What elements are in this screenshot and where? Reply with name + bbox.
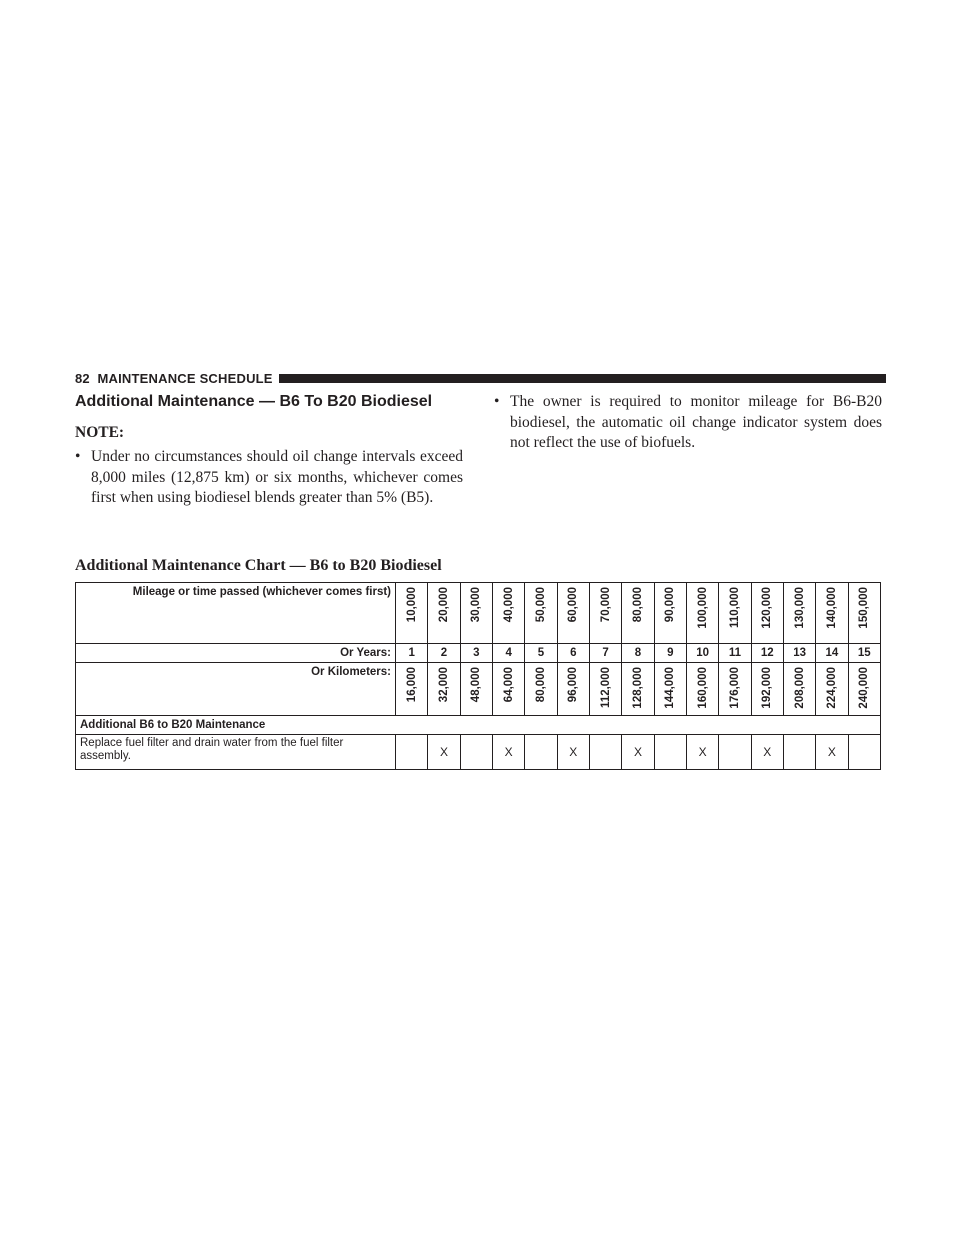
year-cell: 9: [654, 644, 686, 663]
bullet-icon: •: [494, 393, 500, 410]
mileage-cell: 150,000: [848, 583, 880, 644]
mark-cell: X: [557, 735, 589, 770]
mileage-cell: 60,000: [557, 583, 589, 644]
mileage-cell: 130,000: [783, 583, 815, 644]
mark-cell: [654, 735, 686, 770]
year-cell: 12: [751, 644, 783, 663]
mark-cell: [396, 735, 428, 770]
mark-cell: [589, 735, 621, 770]
mark-cell: [460, 735, 492, 770]
mileage-cell: 50,000: [525, 583, 557, 644]
mileage-cell: 80,000: [622, 583, 654, 644]
year-cell: 4: [492, 644, 524, 663]
mileage-row: [76, 583, 881, 644]
km-cell: 176,000: [719, 663, 751, 716]
year-cell: 10: [686, 644, 718, 663]
km-cell: 128,000: [622, 663, 654, 716]
kilometers-label: Or Kilometers:: [76, 663, 396, 716]
task-label: Replace fuel filter and drain water from the fuel filter assembly.: [76, 735, 396, 770]
mark-cell: X: [492, 735, 524, 770]
section-row: [76, 716, 881, 735]
mileage-cell: 140,000: [816, 583, 848, 644]
year-cell: 6: [557, 644, 589, 663]
km-cell: 112,000: [589, 663, 621, 716]
mileage-cell: 120,000: [751, 583, 783, 644]
year-cell: 8: [622, 644, 654, 663]
km-cell: 208,000: [783, 663, 815, 716]
km-cell: 144,000: [654, 663, 686, 716]
bullet-icon: •: [75, 448, 81, 465]
year-cell: 2: [428, 644, 460, 663]
mileage-cell: 100,000: [686, 583, 718, 644]
mark-cell: X: [816, 735, 848, 770]
km-cell: 48,000: [460, 663, 492, 716]
year-cell: 15: [848, 644, 880, 663]
note-bullet-1: [75, 447, 463, 509]
note-label: NOTE:: [75, 424, 125, 441]
bullet-text: The owner is required to monitor mileage for B6-B20 biodiesel, the automatic oil change indicator system does not reflect the use of biofuels.: [510, 393, 882, 451]
years-label: Or Years:: [76, 644, 396, 663]
bullet-text: Under no circumstances should oil change intervals exceed 8,000 miles (12,875 km) or six months, whichever comes first when using biodiesel blends greater than 5% (B5).: [91, 448, 463, 506]
year-cell: 3: [460, 644, 492, 663]
note-bullet-2: [494, 392, 882, 454]
km-cell: 240,000: [848, 663, 880, 716]
kilometers-row: [76, 663, 881, 716]
mark-cell: X: [686, 735, 718, 770]
mileage-cell: 30,000: [460, 583, 492, 644]
mileage-label: Mileage or time passed (whichever comes first): [76, 583, 396, 644]
mileage-cell: 10,000: [396, 583, 428, 644]
maintenance-table: [75, 582, 881, 770]
mileage-cell: 20,000: [428, 583, 460, 644]
year-cell: 7: [589, 644, 621, 663]
km-cell: 224,000: [816, 663, 848, 716]
mark-cell: [783, 735, 815, 770]
km-cell: 96,000: [557, 663, 589, 716]
mark-cell: [719, 735, 751, 770]
mark-cell: [525, 735, 557, 770]
km-cell: 160,000: [686, 663, 718, 716]
header-rule: [279, 374, 886, 383]
year-cell: 1: [396, 644, 428, 663]
km-cell: 192,000: [751, 663, 783, 716]
page-header: [75, 371, 886, 385]
page-header-text: 82 MAINTENANCE SCHEDULE: [75, 370, 273, 386]
mark-cell: X: [428, 735, 460, 770]
mileage-cell: 110,000: [719, 583, 751, 644]
km-cell: 64,000: [492, 663, 524, 716]
km-cell: 32,000: [428, 663, 460, 716]
task-row: [76, 735, 881, 770]
year-cell: 14: [816, 644, 848, 663]
mileage-cell: 90,000: [654, 583, 686, 644]
mileage-cell: 70,000: [589, 583, 621, 644]
year-cell: 11: [719, 644, 751, 663]
section-label: Additional B6 to B20 Maintenance: [76, 716, 881, 735]
km-cell: 80,000: [525, 663, 557, 716]
mark-cell: [848, 735, 880, 770]
mileage-cell: 40,000: [492, 583, 524, 644]
years-row: [76, 644, 881, 663]
chart-title: Additional Maintenance Chart — B6 to B20 Biodiesel: [75, 557, 442, 574]
mark-cell: X: [622, 735, 654, 770]
year-cell: 13: [783, 644, 815, 663]
section-title: Additional Maintenance — B6 To B20 Biodiesel: [75, 393, 433, 410]
year-cell: 5: [525, 644, 557, 663]
mark-cell: X: [751, 735, 783, 770]
km-cell: 16,000: [396, 663, 428, 716]
